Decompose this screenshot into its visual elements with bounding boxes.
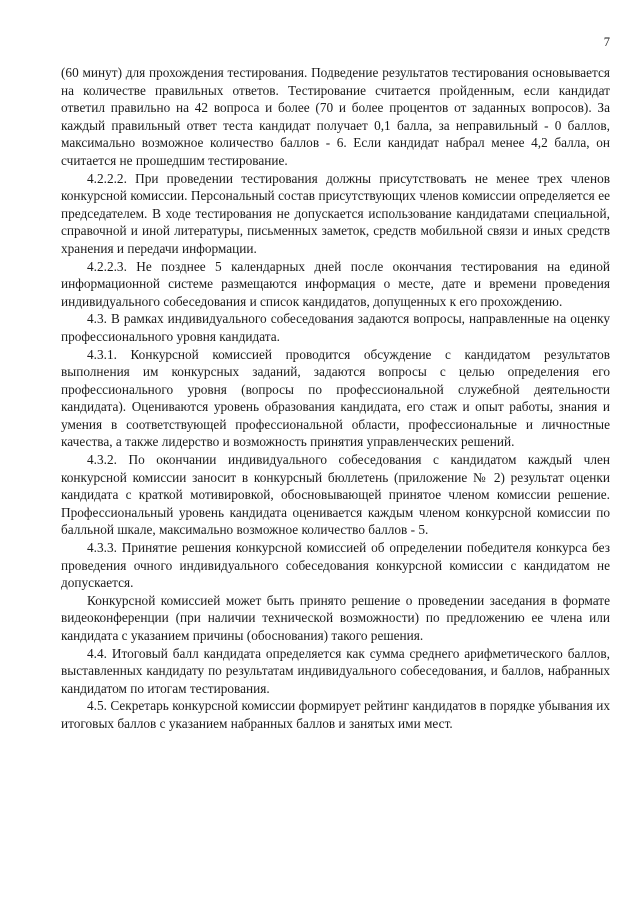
paragraph-continuation: (60 минут) для прохождения тестирования. Подведение результатов тестирования основывается на количестве правильных ответов. Тестирование считается пройденным, если кандидат ответил правильно на 42 вопроса и более (70 и более процентов от заданных вопросов). За каждый правильный ответ теста кандидат получает 0,1 балла, за неправильный - 0 баллов, максимально возможное количество баллов - 6. Если кандидат набрал менее 4,2 балла, он считается не прошедшим тестирование. bbox=[61, 65, 610, 168]
document-body bbox=[61, 64, 610, 733]
paragraph-4-3-3: 4.3.3. Принятие решения конкурсной комиссией об определении победителя конкурса без проведения очного индивидуального собеседования конкурсной комиссии с кандидатом не допускается. bbox=[61, 540, 610, 591]
paragraph-videoconference: Конкурсной комиссией может быть принято решение о проведении заседания в формате видеоконференции (при наличии технической возможности) по предложению ее члена или кандидата с указанием причины (обоснования) такого решения. bbox=[61, 592, 610, 643]
paragraph-4-5: 4.5. Секретарь конкурсной комиссии формирует рейтинг кандидатов в порядке убывания их итоговых баллов с указанием набранных баллов и занятых ими мест. bbox=[61, 698, 610, 731]
page-number: 7 bbox=[603, 35, 610, 49]
paragraph-4-3-1: 4.3.1. Конкурсной комиссией проводится обсуждение с кандидатом результатов выполнения им конкурсных заданий, задаются вопросы с целью определения его профессионального уровня (вопросы по профессиональной служебной деятельности кандидата). Оцениваются уровень образования кандидата, его стаж и опыт работы, знания и умения в соответствующей профессиональной области, профессиональные и личностные качества, а также лидерство и возможность принятия управленческих решений. bbox=[61, 346, 610, 450]
paragraph-4-3: 4.3. В рамках индивидуального собеседования задаются вопросы, направленные на оценку профессионального уровня кандидата. bbox=[61, 311, 610, 344]
paragraph-4-2-2-3: 4.2.2.3. Не позднее 5 календарных дней после окончания тестирования на единой информационной системе размещаются информация о месте, дате и времени проведения индивидуального собеседования и список кандидатов, допущенных к его прохождению. bbox=[61, 258, 610, 309]
paragraph-4-3-2: 4.3.2. По окончании индивидуального собеседования с кандидатом каждый член конкурсной комиссии заносит в конкурсный бюллетень (приложение № 2) результат оценки кандидата с краткой мотивировкой, обосновывающей принятое членом комиссии решение. Профессиональный уровень кандидата оценивается каждым членом конкурсной комиссии по балльной шкале, максимально возможное количество баллов - 5. bbox=[61, 452, 610, 538]
paragraph-4-2-2-2: 4.2.2.2. При проведении тестирования должны присутствовать не менее трех членов конкурсной комиссии. Персональный состав присутствующих членов комиссии определяется ее председателем. В ходе тестирования не допускается использование кандидатами специальной, справочной и иной литературы, письменных заметок, средств мобильной связи и иных средств хранения и передачи информации. bbox=[61, 170, 610, 256]
paragraph-4-4: 4.4. Итоговый балл кандидата определяется как сумма среднего арифметического баллов, выставленных кандидату по результатам индивидуального собеседования, и баллов, набранных кандидатом по итогам тестирования. bbox=[61, 645, 610, 696]
